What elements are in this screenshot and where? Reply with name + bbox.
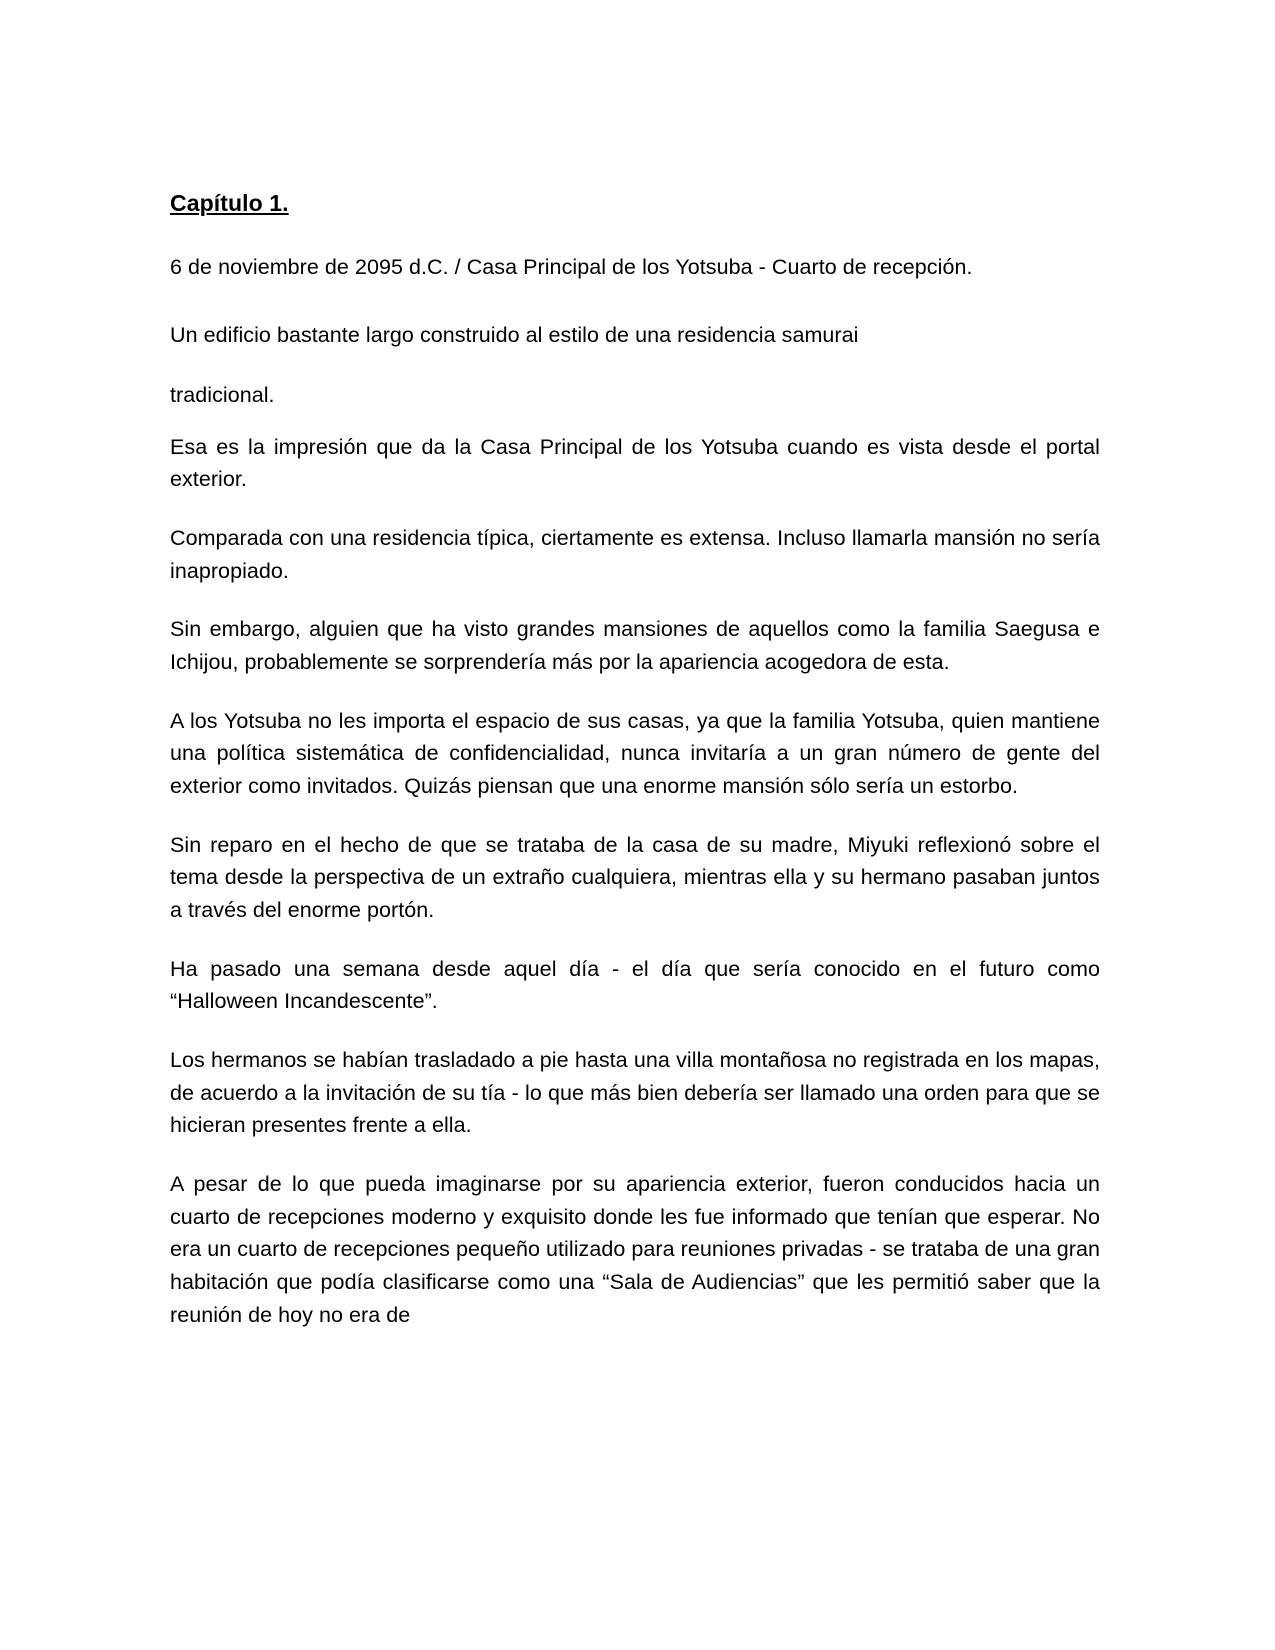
paragraph-intro-building-line-1: Un edificio bastante largo construido al estilo de una residencia samurai xyxy=(170,322,859,347)
page-title: Capítulo 1. xyxy=(170,190,289,216)
paragraph-impression-exterior: Esa es la impresión que da la Casa Principal de los Yotsuba cuando es vista desde el portal exterior. xyxy=(170,434,1100,492)
paragraph-yotsuba-space-policy: A los Yotsuba no les importa el espacio de sus casas, ya que la familia Yotsuba, quien mantiene una política sistemática de confidencialidad, nunca invitaría a un gran número de gente del exterior como invitados. Quizás piensan que una enorme mansión sólo sería un estorbo. xyxy=(170,708,1100,799)
paragraph-villa-montanosa: Los hermanos se habían trasladado a pie hasta una villa montañosa no registrada en los mapas, de acuerdo a la invitación de su tía - lo que más bien debería ser llamado una orden para que se hicieran presentes frente a ella. xyxy=(170,1048,1100,1138)
paragraph-comparison-mansion: Comparada con una residencia típica, ciertamente es extensa. Incluso llamarla mansión no sería inapropiado. xyxy=(170,526,1100,583)
paragraph-saegusa-ichijou: Sin embargo, alguien que ha visto grandes mansiones de aquellos como la familia Saegusa e Ichijou, probablemente se sorprendería más por la apariencia acogedora de esta. xyxy=(170,617,1100,675)
paragraph-intro-building-line-2: tradicional. xyxy=(170,383,275,408)
paragraph-miyuki-reflection: Sin reparo en el hecho de que se trataba de la casa de su madre, Miyuki reflexionó sobre el tema desde la perspectiva de un extraño cualquiera, mientras ella y su hermano pasaban juntos a través del enorme portón. xyxy=(170,832,1100,923)
paragraph-heading-date-line: 6 de noviembre de 2095 d.C. / Casa Principal de los Yotsuba - Cuarto de recepción. xyxy=(170,255,973,279)
paragraph-halloween-incandescente: Ha pasado una semana desde aquel día - el día que sería conocido en el futuro como “Halloween Incandescente”. xyxy=(170,956,1100,1014)
paragraph-sala-de-audiencias: A pesar de lo que pueda imaginarse por su apariencia exterior, fueron conducidos hacia un cuarto de recepciones moderno y exquisito donde les fue informado que tenían que esperar. No era un cuarto de recepciones pequeño utilizado para reuniones privadas - se trataba de una gran habitación que podía clasificarse como una “Sala de Audiencias” que les permitió saber que la reunión de hoy no era de xyxy=(170,1172,1100,1327)
